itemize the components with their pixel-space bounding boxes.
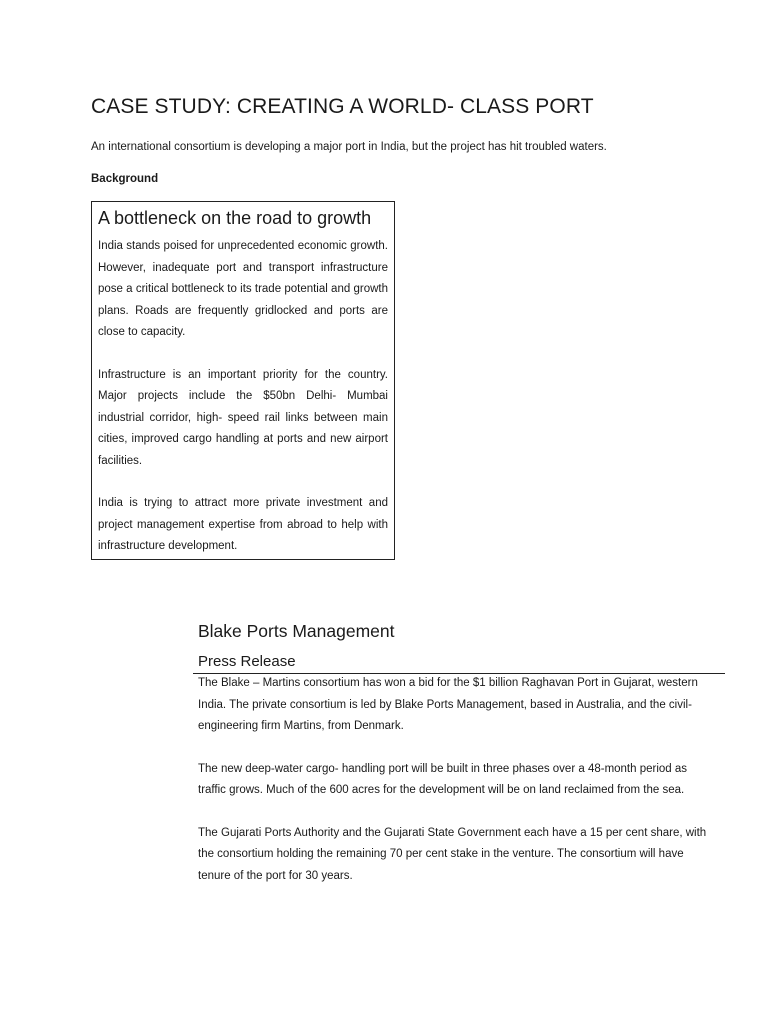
press-paragraph-2: The new deep-water cargo- handling port will be built in three phases over a 48-month period as traffic grows. Much of the 600 acres for the development will be on land reclaimed from the sea.	[198, 762, 688, 796]
bottleneck-info-box	[91, 201, 395, 560]
press-paragraph-3: The Gujarati Ports Authority and the Gujarati State Government each have a 15 per cent share, with the consortium holding the remaining 70 per cent stake in the venture. The consortium will have tenure of the port for 30 years.	[198, 826, 707, 882]
intro-text: An international consortium is developing a major port in India, but the project has hit troubled waters.	[91, 141, 607, 153]
press-release-body	[198, 673, 718, 908]
page-title: CASE STUDY: CREATING A WORLD- CLASS PORT	[91, 95, 594, 118]
press-release-heading: Press Release	[198, 653, 296, 670]
box-paragraph-2: Infrastructure is an important priority for the country. Major projects include the $50bn Delhi- Mumbai industrial corridor, high- speed rail links between main cities, improved cargo handling at ports and new airport facilities.	[98, 368, 388, 467]
box-title: A bottleneck on the road to growth	[98, 208, 372, 228]
section-label-background: Background	[91, 173, 159, 185]
company-heading: Blake Ports Management	[198, 621, 395, 641]
box-paragraph-3: India is trying to attract more private investment and project management expertise from abroad to help with infrastructure development.	[98, 497, 388, 552]
press-paragraph-1: The Blake – Martins consortium has won a bid for the $1 billion Raghavan Port in Gujarat, western India. The private consortium is led by Blake Ports Management, based in Australia, and the civil-engineering firm Martins, from Denmark.	[198, 677, 698, 732]
box-paragraph-1: India stands poised for unprecedented economic growth. However, inadequate port and transport infrastructure pose a critical bottleneck to its trade potential and growth plans. Roads are frequently gridlocked and ports are close to capacity.	[98, 240, 388, 338]
